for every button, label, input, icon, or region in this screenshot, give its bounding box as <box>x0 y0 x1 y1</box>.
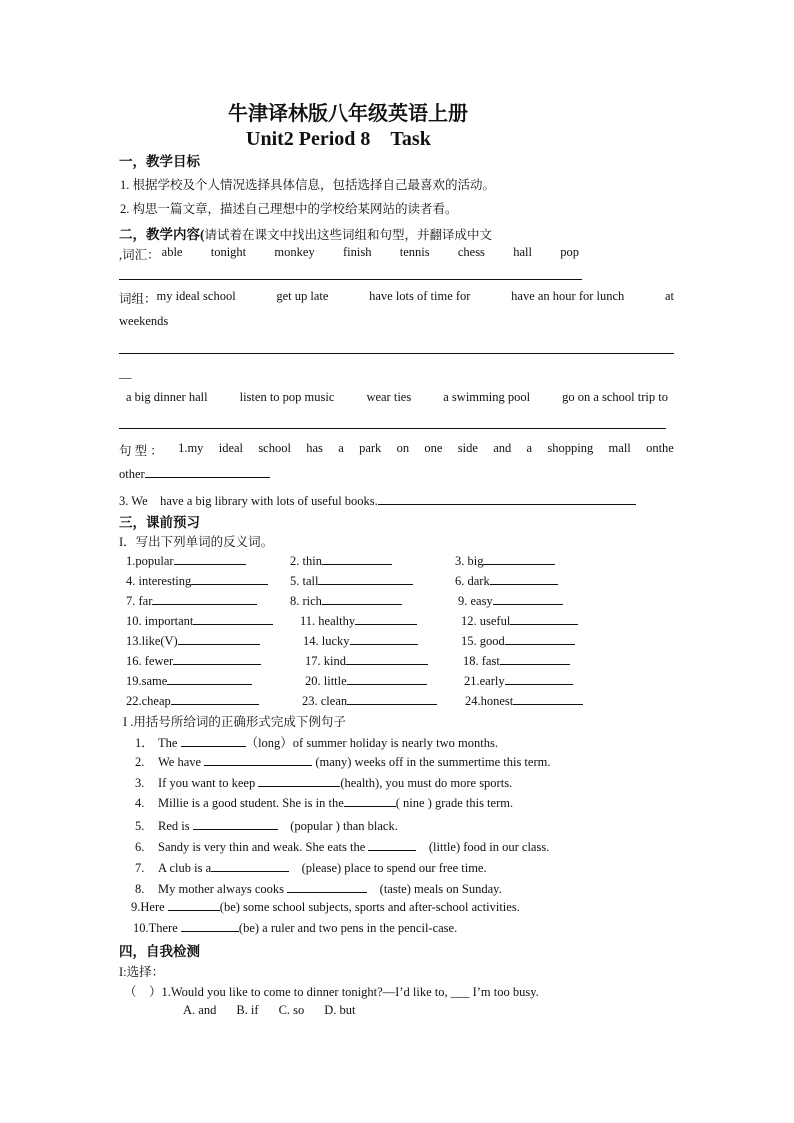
answer-line[interactable] <box>119 353 674 354</box>
sentence-hint: （long）of summer holiday is nearly two months. <box>245 736 498 750</box>
antonym-word: 6. dark <box>455 574 490 588</box>
antonym-item <box>461 633 575 649</box>
sentence-start: We have <box>158 754 205 769</box>
section2-heading-rest: 请试着在课文中找出这些词组和句型，并翻译成中文 <box>204 228 493 242</box>
phrase: wear ties <box>366 390 412 404</box>
section2-heading <box>119 223 492 243</box>
answer-blank[interactable] <box>505 673 573 685</box>
antonym-word: 11. healthy <box>300 614 356 628</box>
phrase-row-2 <box>126 390 668 405</box>
answer-blank[interactable] <box>287 881 367 893</box>
answer-blank[interactable] <box>173 653 261 665</box>
sentence-start: Millie is a good student. She is in the <box>158 796 344 811</box>
antonym-item <box>290 573 413 589</box>
phrase: listen to pop music <box>239 390 335 404</box>
sentence-start: The <box>158 736 181 750</box>
sentence-start: Sandy is very thin and weak. She eats the <box>158 840 369 854</box>
sentence-word: shopping <box>547 441 594 455</box>
antonym-item <box>302 693 437 709</box>
sentence-word: ideal <box>218 441 244 455</box>
antonym-word: 23. clean <box>302 694 348 708</box>
option-d[interactable]: D. but <box>324 1003 356 1017</box>
antonym-word: 13.like(V) <box>126 634 178 648</box>
sentence-hint: (little) food in our class. <box>416 840 550 854</box>
fill-sentence <box>135 858 487 876</box>
option-a[interactable]: A. and <box>183 1003 217 1017</box>
antonym-word: 16. fewer <box>126 654 174 668</box>
antonym-word: 19.same <box>126 674 168 688</box>
antonym-item <box>300 613 417 629</box>
antonym-word: 15. good <box>461 634 505 648</box>
antonym-item <box>464 673 573 689</box>
antonym-word: 4. interesting <box>126 574 192 588</box>
sentence-word: and <box>493 441 512 455</box>
antonym-item <box>126 553 246 569</box>
choice-options <box>183 1003 356 1018</box>
sentence-number: 4. <box>135 796 145 811</box>
answer-blank[interactable] <box>174 553 246 565</box>
answer-blank[interactable] <box>510 613 578 625</box>
answer-blank[interactable] <box>346 653 428 665</box>
phrase: my ideal school <box>156 289 236 303</box>
answer-blank[interactable] <box>318 573 413 585</box>
sentence-number: 6. <box>135 840 145 854</box>
section4-heading: 四，自我检测 <box>119 944 200 959</box>
fill-sentence <box>135 775 512 791</box>
antonym-word: 24.honest <box>465 694 514 708</box>
fill-sentence <box>135 837 549 855</box>
sentence-word: on <box>396 441 410 455</box>
option-c[interactable]: C. so <box>278 1003 305 1017</box>
antonym-word: 22.cheap <box>126 694 171 708</box>
sentence-number: 10. <box>133 921 149 936</box>
antonym-word: 8. rich <box>290 594 322 608</box>
line-continuation: __ <box>119 366 132 380</box>
answer-blank[interactable] <box>493 593 563 605</box>
answer-blank[interactable] <box>322 593 402 605</box>
objective-item-2: 2. 构思一篇文章，描述自己理想中的学校给某网站的读者看。 <box>120 202 458 216</box>
sentence-word: other <box>119 467 145 481</box>
answer-blank[interactable] <box>513 693 583 705</box>
objective-item-1: 1. 根据学校及个人情况选择具体信息，包括选择自己最喜欢的活动。 <box>120 178 496 192</box>
vocab-word: tonight <box>210 245 247 259</box>
answer-blank[interactable] <box>204 754 312 766</box>
sentence-word: a <box>338 441 344 455</box>
antonym-item <box>455 573 558 589</box>
fill-sentence <box>135 795 513 811</box>
sentence-word: 1.my <box>178 441 204 455</box>
answer-blank[interactable] <box>350 633 418 645</box>
sentence-hint: (please) place to spend our free time. <box>289 860 487 875</box>
antonym-word: 18. fast <box>463 654 500 668</box>
answer-blank[interactable] <box>355 613 417 625</box>
phrase: a swimming pool <box>443 390 531 404</box>
answer-blank[interactable] <box>483 553 555 565</box>
antonym-word: 17. kind <box>305 654 346 668</box>
phrase-label: 词组： <box>119 292 157 306</box>
sentence-hint: (be) some school subjects, sports and after-school activities. <box>219 900 520 915</box>
antonym-word: 9. easy <box>458 594 493 608</box>
answer-blank[interactable] <box>152 593 257 605</box>
antonym-item <box>126 633 260 649</box>
phrase: a big dinner hall <box>126 390 208 404</box>
antonym-item <box>290 593 402 609</box>
antonym-word: 12. useful <box>461 614 511 628</box>
answer-blank[interactable] <box>211 860 289 872</box>
sentence-number: 8. <box>135 881 145 896</box>
phrase: get up late <box>276 289 329 303</box>
vocab-word: finish <box>342 245 372 259</box>
option-b[interactable]: B. if <box>236 1003 259 1017</box>
sentence-hint: (popular ) than black. <box>277 819 398 834</box>
sentence-number: 9. <box>131 900 141 915</box>
answer-blank[interactable] <box>378 493 636 505</box>
fill-sentence <box>133 920 457 936</box>
vocab-word: monkey <box>274 245 315 259</box>
antonym-word: 10. important <box>126 614 194 628</box>
fill-sentence <box>135 879 502 897</box>
antonym-item <box>126 613 273 629</box>
sentence-hint: (be) a ruler and two pens in the pencil-case. <box>238 921 458 936</box>
vocab-word: hall <box>513 245 532 259</box>
antonym-item <box>461 613 578 629</box>
sentence-word: side <box>457 441 478 455</box>
answer-blank[interactable] <box>178 633 260 645</box>
answer-blank[interactable] <box>191 573 268 585</box>
antonym-item <box>126 673 252 689</box>
phrase: go on a school trip to <box>562 390 668 404</box>
fill-sentence <box>135 816 398 834</box>
antonym-item <box>126 693 259 709</box>
phrase: have lots of time for <box>369 289 471 303</box>
phrase-row-1 <box>119 289 674 307</box>
antonym-item <box>463 653 570 669</box>
antonym-item <box>290 553 392 569</box>
answer-blank[interactable] <box>193 613 273 625</box>
sentence-row-1-cont <box>119 466 270 482</box>
answer-blank[interactable] <box>171 693 259 705</box>
antonym-item <box>126 593 257 609</box>
sentence-hint: (health), you must do more sports. <box>340 775 513 790</box>
antonym-word: 14. lucky <box>303 634 350 648</box>
sentence-number: 7. <box>135 860 145 875</box>
phrase-list-1 <box>157 289 674 307</box>
phrase: at <box>664 289 674 303</box>
section2-heading-bold: 二，教学内容( <box>119 227 205 242</box>
answer-blank[interactable] <box>368 839 416 851</box>
fill-sentence <box>131 899 520 915</box>
sentence-word: park <box>359 441 382 455</box>
sentence-word: a <box>526 441 533 455</box>
sentence-start: There <box>148 921 181 936</box>
phrase: have an hour for lunch <box>511 289 625 303</box>
sentence-word: onthe <box>646 441 674 455</box>
answer-blank[interactable] <box>181 735 246 747</box>
sentence-hint: ( nine ) grade this term. <box>395 796 514 811</box>
answer-blank[interactable] <box>500 653 570 665</box>
antonym-item <box>305 653 428 669</box>
vocab-word: tennis <box>399 245 430 259</box>
antonym-word: 5. tall <box>290 574 319 588</box>
vocab-list <box>162 245 579 263</box>
answer-blank[interactable] <box>322 553 392 565</box>
sentence-hint: (taste) meals on Sunday. <box>367 881 502 896</box>
section3-heading: 三，课前预习 <box>119 515 200 530</box>
antonym-item <box>465 693 583 709</box>
sentence-start: If you want to keep <box>158 775 259 790</box>
answer-blank[interactable] <box>344 795 396 807</box>
antonym-word: 1.popular <box>126 554 174 568</box>
antonym-item <box>458 593 563 609</box>
page-title: 牛津译林版八年级英语上册 <box>228 103 468 125</box>
answer-blank[interactable] <box>181 920 239 932</box>
sentence-number: 1． <box>135 736 154 750</box>
answer-blank[interactable] <box>145 466 270 478</box>
sentence-start: Red is <box>158 819 193 834</box>
antonym-item <box>303 633 418 649</box>
vocab-row <box>119 245 579 263</box>
answer-line[interactable] <box>119 279 582 280</box>
sentence-number: 3. <box>135 775 145 790</box>
sentence-hint: (many) weeks off in the summertime this term. <box>312 754 551 769</box>
fill-title: I .用括号所给词的正确形式完成下例句子 <box>123 715 346 729</box>
answer-blank[interactable] <box>167 673 252 685</box>
sentence-start: Here <box>140 900 168 915</box>
sentence-start: A club is a <box>158 860 212 875</box>
vocab-label: ,词汇： <box>119 248 160 262</box>
antonym-word: 21.early <box>464 674 505 688</box>
section1-heading: 一，教学目标 <box>119 154 200 169</box>
antonym-item <box>305 673 427 689</box>
sentence-word: school <box>258 441 291 455</box>
sentence-row-3 <box>119 491 636 509</box>
answer-blank[interactable] <box>258 775 340 787</box>
sentence-number: 2. <box>135 754 145 769</box>
antonym-word: 7. far <box>126 594 153 608</box>
sentence-word: mall <box>608 441 631 455</box>
answer-blank[interactable] <box>168 899 220 911</box>
sentence-word: one <box>424 441 443 455</box>
sentence-row-1 <box>119 441 674 459</box>
answer-blank[interactable] <box>347 693 437 705</box>
sentence-text: 3. We have a big library with lots of useful books. <box>119 494 378 508</box>
choice-title: I:选择： <box>119 965 165 979</box>
sentence-number: 5. <box>135 819 145 834</box>
answer-line[interactable] <box>119 428 666 429</box>
fill-sentence <box>135 754 550 770</box>
answer-blank[interactable] <box>490 573 558 585</box>
answer-blank[interactable] <box>347 673 427 685</box>
antonym-word: 3. big <box>455 554 484 568</box>
answer-blank[interactable] <box>505 633 575 645</box>
antonym-word: 20. little <box>305 674 347 688</box>
antonym-item <box>126 653 261 669</box>
sentence-label: 句 型 ： <box>119 444 163 458</box>
sentence-start: My mother always cooks <box>158 881 288 896</box>
antonym-word: 2. thin <box>290 554 322 568</box>
vocab-word: pop <box>560 245 579 259</box>
antonym-item <box>455 553 555 569</box>
antonym-item <box>126 573 268 589</box>
fill-sentence <box>135 733 498 751</box>
vocab-word: able <box>161 245 183 259</box>
answer-blank[interactable] <box>193 818 278 830</box>
page-subtitle: Unit2 Period 8 Task <box>246 128 431 150</box>
choice-question-1: （ ）1.Would you like to come to dinner tonight?—I’d like to, ___ I’m too busy. <box>124 985 539 999</box>
phrase-continuation: weekends <box>119 314 169 328</box>
antonym-title: I．写出下列单词的反义词。 <box>119 535 274 549</box>
vocab-word: chess <box>457 245 485 259</box>
sentence-word: has <box>306 441 323 455</box>
